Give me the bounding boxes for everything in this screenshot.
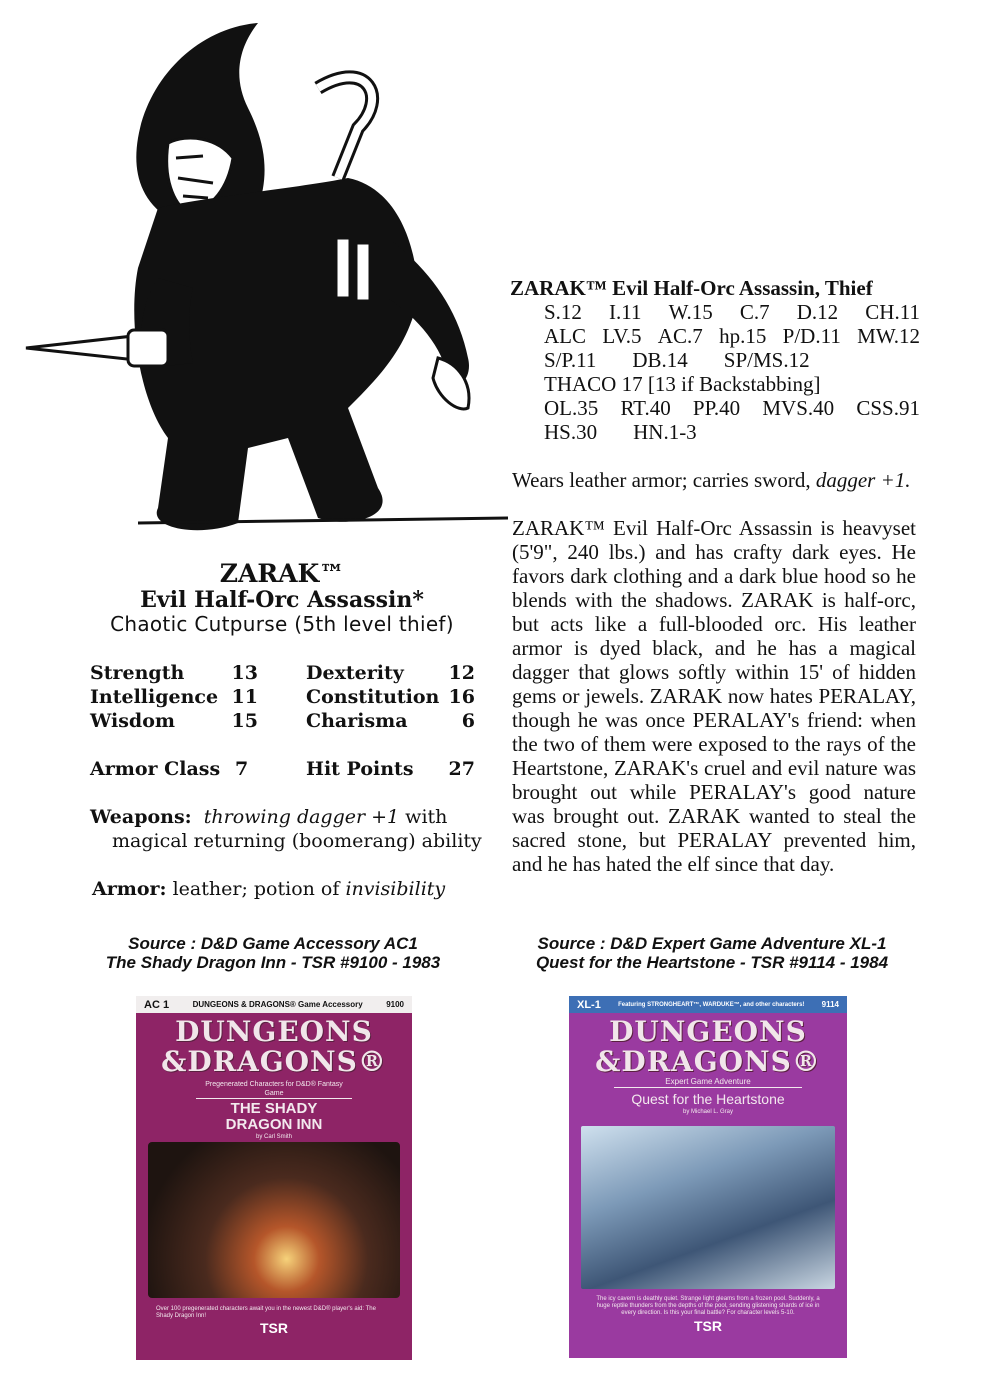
ability-value: 16 (448, 686, 475, 708)
stat-row (510, 396, 920, 420)
equipment-text: Wears leather armor; carries sword, (512, 468, 816, 492)
character-name: ZARAK™ (219, 559, 345, 588)
source-line: Source : D&D Expert Game Adventure XL-1 (537, 934, 887, 953)
cover-number: 9114 (821, 1000, 839, 1009)
stat-value: W.15 (668, 300, 713, 324)
stat-rows (510, 300, 920, 444)
armor-label: Armor: (92, 878, 167, 900)
ability-label: Charisma (306, 710, 408, 732)
cover-tagline: Pregenerated Characters for D&D® Fantasy Game (196, 1080, 352, 1099)
stat-value: AC.7 (657, 324, 703, 348)
cover-blurb: The icy cavern is deathly quiet. Strange light gleams from a frozen pool. Suddenly, a huge reptile thunders from the depths of the pool, sending glistening shards of ice in every direction. Is this your final battle? For character levels 5-10. (596, 1296, 820, 1316)
cover-title: Quest for the Heartstone (631, 1091, 785, 1107)
stat-value: hp.15 (719, 324, 767, 348)
hit-points-label: Hit Points (306, 758, 414, 780)
tsr-logo: TSR (694, 1318, 722, 1334)
ability-label: Dexterity (306, 662, 404, 684)
stat-value: RT.40 (620, 396, 671, 420)
stat-value: S/P.11 (544, 348, 597, 372)
stat-row (510, 324, 920, 348)
stat-value: DB.14 (632, 348, 688, 372)
dnd-logo-line1: DUNGEONS (609, 1015, 807, 1048)
dnd-logo-line1: DUNGEONS (175, 1015, 373, 1048)
stat-value: THACO 17 [13 if Backstabbing] (544, 372, 821, 396)
stat-value: HS.30 (544, 420, 598, 444)
weapons-line2: magical returning (boomerang) ability (112, 830, 482, 852)
stat-value: I.11 (609, 300, 642, 324)
cover-code: XL-1 (577, 998, 601, 1011)
stat-row (510, 300, 920, 324)
source-left (60, 934, 486, 972)
character-subtitle: Evil Half-Orc Assassin* (140, 587, 424, 613)
cover-number: 9100 (386, 1000, 404, 1009)
ability-value: 11 (231, 686, 258, 708)
weapons-text (90, 805, 490, 853)
stat-value: HN.1-3 (633, 420, 697, 444)
stat-value: ALC (544, 324, 586, 348)
weapons-item: throwing dagger +1 (203, 806, 400, 828)
cover-series: Featuring STRONGHEART™, WARDUKE™, and other characters! (618, 1001, 805, 1008)
weapons-label: Weapons: (90, 806, 192, 828)
dnd-logo-line2: &DRAGONS® (595, 1045, 821, 1078)
cover-blurb: Over 100 pregenerated characters await you in the newest D&D® player's aid: The Shady Dragon Inn! (156, 1306, 376, 1319)
addd-stat-block (510, 276, 920, 444)
stat-value: D.12 (796, 300, 839, 324)
equipment-italic: dagger +1. (815, 468, 911, 492)
armor-text (92, 877, 445, 901)
stat-value: C.7 (739, 300, 770, 324)
equipment-line (512, 468, 911, 492)
armor-class-value: 7 (235, 758, 249, 780)
zarak-illustration (18, 18, 508, 548)
ability-label: Constitution (306, 686, 440, 708)
stat-value: CSS.91 (856, 396, 920, 420)
ability-value: 15 (231, 710, 258, 732)
character-alignment: Chaotic Cutpurse (5th level thief) (110, 612, 454, 636)
source-line: Quest for the Heartstone - TSR #9114 - 1984 (535, 953, 889, 972)
dnd-logo-line2: &DRAGONS® (161, 1045, 387, 1078)
cover-art-ice-cavern (581, 1126, 835, 1289)
tsr-logo: TSR (260, 1320, 288, 1336)
stat-value: CH.11 (865, 300, 920, 324)
cover-author: by Michael L. Gray (682, 1109, 734, 1115)
source-line: The Shady Dragon Inn - TSR #9100 - 1983 (105, 953, 441, 972)
ability-value: 12 (448, 662, 475, 684)
stat-value: OL.35 (544, 396, 599, 420)
armor-class-label: Armor Class (90, 758, 221, 780)
cover-quest-for-heartstone (569, 996, 847, 1358)
cover-shady-dragon-inn (136, 996, 412, 1360)
ability-label: Strength (90, 662, 185, 684)
cover-title-line1: THE SHADY (230, 1100, 318, 1117)
cover-series: DUNGEONS & DRAGONS® Game Accessory (192, 1000, 363, 1009)
armor-desc: leather; potion of (166, 878, 346, 900)
cover-author: by Carl Smith (255, 1134, 292, 1140)
cover-title-line2: DRAGON INN (225, 1116, 323, 1133)
cover-art-tavern (148, 1142, 400, 1298)
source-right (492, 934, 932, 972)
ability-label: Wisdom (90, 710, 175, 732)
weapons-rest: with (399, 806, 448, 828)
ability-value: 13 (231, 662, 258, 684)
stat-row (510, 420, 920, 444)
armor-item: invisibility (345, 878, 446, 900)
stat-value: S.12 (544, 300, 582, 324)
ability-value: 6 (461, 710, 475, 732)
stat-row (510, 348, 920, 372)
stat-value: MW.12 (857, 324, 920, 348)
cover-tagline: Expert Game Adventure (614, 1077, 802, 1088)
cover-code: AC 1 (144, 998, 170, 1011)
ability-label: Intelligence (90, 686, 219, 708)
stat-block-header: ZARAK™ Evil Half-Orc Assassin, Thief (510, 276, 873, 300)
stat-value: LV.5 (602, 324, 642, 348)
stat-value: P/D.11 (782, 324, 841, 348)
stat-row (510, 372, 920, 396)
hit-points-value: 27 (448, 758, 475, 780)
character-description: ZARAK™ Evil Half-Orc Assassin is heavyset (5'9", 240 lbs.) and has crafty dark eyes. He favors dark clothing and a dark blue hood so he blends with the shadows. ZARAK is half-orc, but acts like a full-blooded orc. His leather armor is dyed black, and he has a magical dagger that glows softly within 15' of hidden gems or jewels. ZARAK now hates PERALAY, though he was once PERALAY's friend: when the two of them were exposed to the rays of the Heartstone, ZARAK's cruel and evil nature was brought out while PERALAY's good nature was brought out. ZARAK wanted to steal the sacred stone, but PERALAY prevented him, and he has hated the elf since that day. (512, 516, 916, 876)
source-line: Source : D&D Game Accessory AC1 (128, 934, 418, 953)
stat-value: PP.40 (692, 396, 741, 420)
stat-value: MVS.40 (762, 396, 835, 420)
stat-value: SP/MS.12 (723, 348, 810, 372)
